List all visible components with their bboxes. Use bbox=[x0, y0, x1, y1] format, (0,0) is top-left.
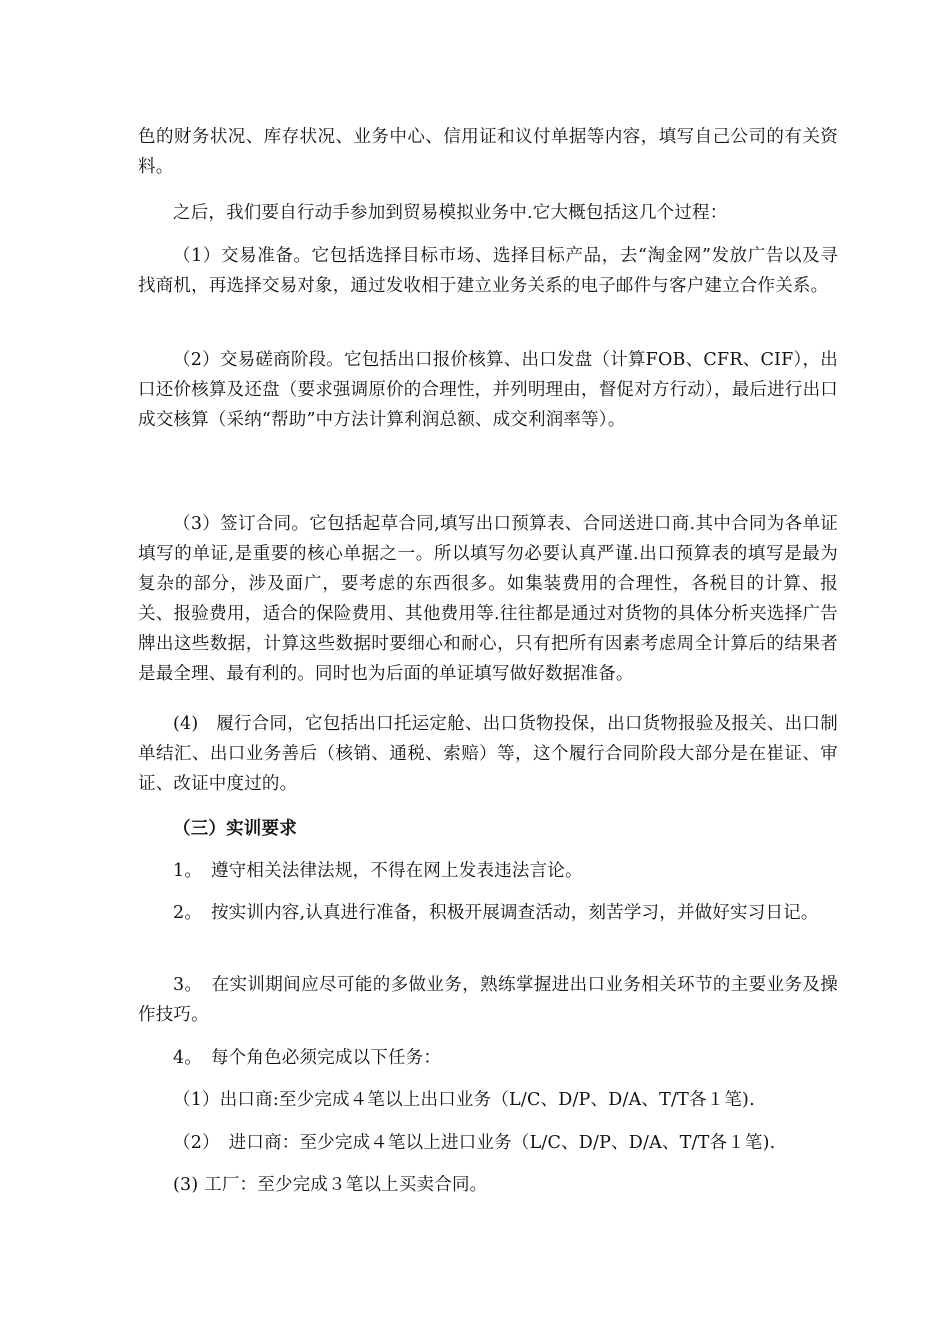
task-exporter: （1）出口商:至少完成４笔以上出口业务（L/C、D/P、D/A、T/T各１笔). bbox=[173, 1090, 755, 1110]
requirement-item-2: 2。 按实训内容,认真进行准备，积极开展调查活动，刻苦学习，并做好实习日记。 bbox=[173, 903, 819, 923]
task-importer: （2） 进口商：至少完成４笔以上进口业务（L/C、D/P、D/A、T/T各１笔). bbox=[173, 1133, 776, 1153]
paragraph-step-4-perform-contract: (4) 履行合同，它包括出口托运定舱、出口货物投保，出口货物报验及报关、出口制单结汇、出口业务善后（核销、通税、索赔）等，这个履行合同阶段大部分是在崔证、审证、改证中度过的。 bbox=[138, 714, 838, 794]
paragraph-intro-continuation: 色的财务状况、库存状况、业务中心、信用证和议付单据等内容，填写自己公司的有关资料。 bbox=[138, 127, 838, 177]
requirement-item-4: 4。 每个角色必须完成以下任务： bbox=[173, 1048, 442, 1068]
requirement-item-3: 3。 在实训期间应尽可能的多做业务，熟练掌握进出口业务相关环节的主要业务及操作技巧。 bbox=[138, 975, 838, 1025]
task-factory: (3) 工厂：至少完成３笔以上买卖合同。 bbox=[173, 1175, 488, 1195]
paragraph-step-3-sign-contract: （3）签订合同。它包括起草合同,填写出口预算表、合同送进口商.其中合同为各单证填写的单证,是重要的核心单据之一。所以填写勿必要认真严谨.出口预算表的填写是最为复杂的部分，涉及面广，要考虑的东西很多。如集装费用的合理性，各税目的计算、报关、报验费用，适合的保险费用、其他费用等.往往都是通过对货物的具体分析夹选择广告牌出这些数据，计算这些数据时要细心和耐心，只有把所有因素考虑周全计算后的结果者是最全理、最有利的。同时也为后面的单证填写做好数据准备。 bbox=[138, 514, 838, 684]
paragraph-step-1-trade-preparation: （1）交易准备。它包括选择目标市场、选择目标产品，去“淘金网”发放广告以及寻找商机，再选择交易对象，通过发收相于建立业务关系的电子邮件与客户建立合作关系。 bbox=[138, 246, 838, 296]
paragraph-step-2-negotiation: （2）交易磋商阶段。它包括出口报价核算、出口发盘（计算FOB、CFR、CIF），出口还价核算及还盘（要求强调原价的合理性，并列明理由，督促对方行动），最后进行出口成交核算（采纳“帮助”中方法计算利润总额、成交利润率等）。 bbox=[138, 350, 838, 430]
paragraph-process-overview: 之后，我们要自行动手参加到贸易模拟业务中.它大概包括这几个过程： bbox=[173, 203, 728, 223]
requirement-item-1: 1。 遵守相关法律法规，不得在网上发表违法言论。 bbox=[173, 861, 583, 881]
section-heading-training-requirements: （三）实训要求 bbox=[173, 819, 297, 839]
